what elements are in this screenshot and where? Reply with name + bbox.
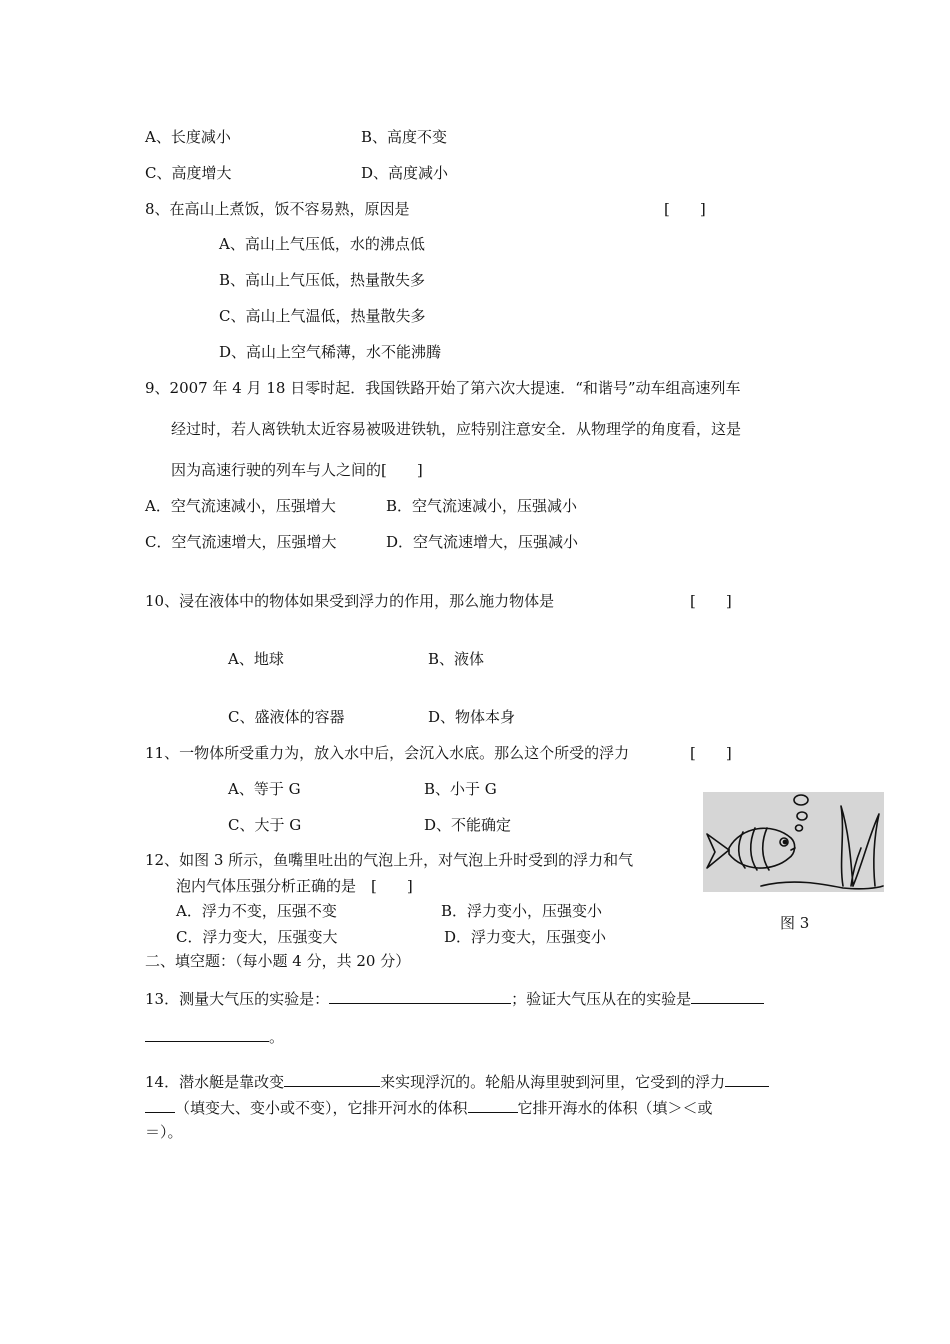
bubble-small [796,825,803,831]
q14-blank-1[interactable] [284,1071,380,1087]
q9-option-a: A．空气流速减小，压强增大 [145,497,336,515]
q14-text-3: （填变大、变小或不变），它排开河水的体积 [175,1099,468,1117]
seaweed-left [841,806,853,886]
q8-option-a: A、高山上气压低，水的沸点低 [219,235,425,253]
q14-line1 [145,1071,769,1092]
q7-option-b: B、高度不变 [361,128,448,146]
q7-option-d: D、高度减小 [361,164,449,182]
q12-option-c: C．浮力变大，压强变大 [176,928,338,946]
q14-text-1: 14．潜水艇是靠改变 [145,1073,285,1091]
q14-blank-2-cont[interactable] [145,1097,175,1113]
q10-option-c: C、盛液体的容器 [228,708,345,726]
fish-bubbles-drawing [703,792,884,892]
q11-answer-bracket: [ ] [690,744,732,762]
q8-option-b: B、高山上气压低，热量散失多 [219,271,426,289]
q11-option-a: A、等于 G [228,780,301,798]
q13-text-2: ；验证大气压从在的实验是 [511,990,692,1008]
q12-stem-line2: 泡内气体压强分析正确的是 [ ] [176,877,413,895]
q9-stem-line3: 因为高速行驶的列车与人之间的[ ] [171,461,423,479]
section-2-heading: 二、填空题：（每小题 4 分，共 20 分） [145,952,411,970]
seaweed-right [853,814,879,886]
q10-stem: 10、浸在液体中的物体如果受到浮力的作用，那么施力物体是 [145,592,555,610]
q14-blank-2[interactable] [725,1071,769,1087]
q13-line2 [145,1026,284,1047]
q11-option-b: B、小于 G [424,780,497,798]
q8-stem: 8、在高山上煮饭，饭不容易熟，原因是 [145,200,410,218]
bubble-medium [797,812,807,820]
q7-option-c: C、高度增大 [145,164,232,182]
q8-option-d: D、高山上空气稀薄，水不能沸腾 [219,343,442,361]
q12-option-a: A．浮力不变，压强不变 [176,902,337,920]
q13-text-1: 13．测量大气压的实验是： [145,990,330,1008]
q13-blank-2[interactable] [691,988,764,1004]
fish-tail [707,834,729,868]
q11-stem: 11、一物体所受重力为，放入水中后，会沉入水底。那么这个所受的浮力 [145,744,630,762]
figure-3-fish-illustration [703,792,884,892]
q7-option-a: A、长度减小 [145,128,231,146]
q9-stem-line2: 经过时，若人离铁轨太近容易被吸进铁轨，应特别注意安全．从物理学的角度看，这是 [171,420,742,438]
q9-stem-line1: 9、2007 年 4 月 18 日零时起．我国铁路开始了第六次大提速．“和谐号”动车组高速列车 [145,379,741,397]
q13-blank-2-cont[interactable] [145,1026,269,1042]
q11-option-d: D、不能确定 [424,816,512,834]
q8-option-c: C、高山上气温低，热量散失多 [219,307,426,325]
q14-line2 [145,1097,713,1118]
q9-option-c: C．空气流速增大，压强增大 [145,533,337,551]
q13-blank-1[interactable] [329,988,511,1004]
q10-option-d: D、物体本身 [428,708,516,726]
sea-floor [761,882,883,889]
q8-answer-bracket: [ ] [664,200,706,218]
q11-option-c: C、大于 G [228,816,302,834]
q14-text-4: 它排开海水的体积（填＞＜或 [517,1099,713,1117]
q10-answer-bracket: [ ] [690,592,732,610]
q10-option-b: B、液体 [428,650,485,668]
q13-line1 [145,988,764,1009]
q12-stem-line1: 12、如图 3 所示，鱼嘴里吐出的气泡上升，对气泡上升时受到的浮力和气 [145,851,634,869]
q14-line3: ＝）。 [145,1123,183,1141]
q12-option-b: B．浮力变小，压强变小 [441,902,603,920]
q9-option-b: B．空气流速减小，压强减小 [386,497,578,515]
q13-text-3: 。 [269,1028,285,1046]
figure-3-caption: 图 3 [780,914,810,932]
q14-blank-3[interactable] [468,1097,518,1113]
q10-option-a: A、地球 [228,650,284,668]
bubble-large [794,795,808,805]
q14-text-2: 来实现浮沉的。轮船从海里驶到河里，它受到的浮力 [380,1073,726,1091]
q12-option-d: D．浮力变大，压强变小 [444,928,607,946]
q9-option-d: D．空气流速增大，压强减小 [386,533,579,551]
